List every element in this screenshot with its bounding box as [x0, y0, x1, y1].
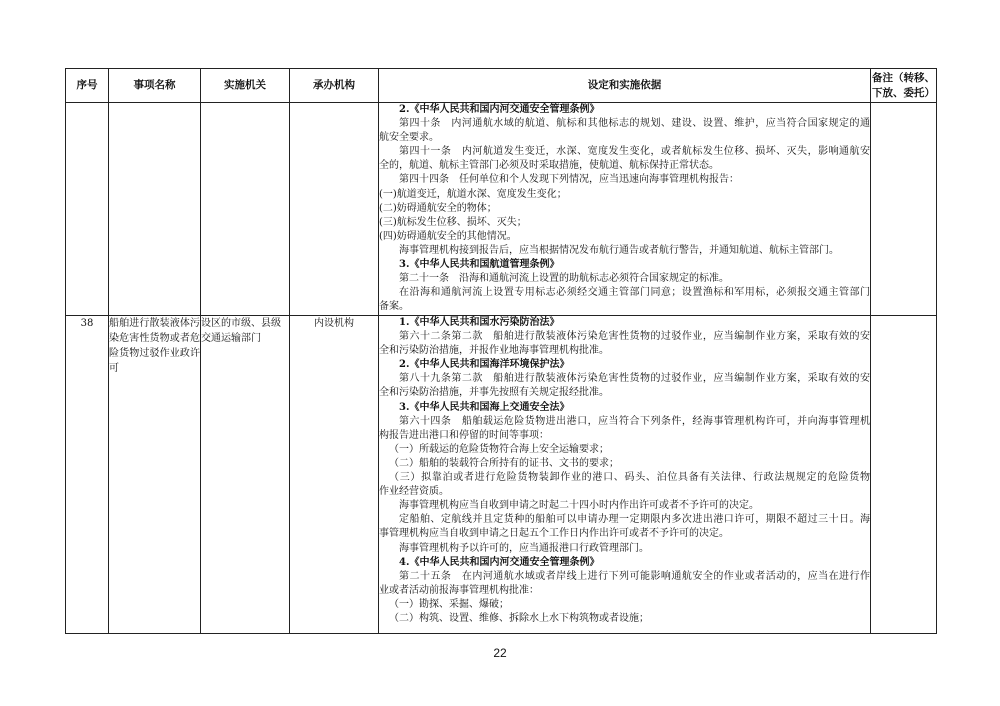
basis-line: 3.《中华人民共和国航道管理条例》 [399, 259, 560, 271]
row2-remarks-cell [871, 316, 937, 634]
basis-line: 第六十四条 船舶载运危险货物进出港口，应当符合下列条件，经海事管理机构许可，并向海事管理机 [399, 415, 870, 427]
row2-authority-cell: 设区的市级、县级交通运输部门 [201, 316, 290, 634]
page-number: 22 [493, 646, 507, 660]
row1-basis-cell [379, 103, 871, 316]
row2-item-name-cell: 船舶进行散装液体污染危害性货物或者危险货物过驳作业政许可 [109, 316, 201, 634]
header-remarks-line1: 备注（转移、 [872, 71, 935, 84]
header-basis: 设定和实施依据 [379, 69, 871, 103]
basis-line: （二）构筑、设置、维修、拆除水上水下构筑物或者设施； [389, 612, 649, 624]
row1-no-cell [66, 103, 109, 316]
basis-line: 作业经营资质。 [379, 486, 449, 498]
row2-basis-cell [379, 316, 871, 634]
basis-line: （二）船舶的装载符合所持有的证书、文书的要求； [389, 457, 619, 469]
basis-line: 在沿海和通航河流上设置专用标志必须经交通主管部门同意；设置渔标和军用标，必须报交通主管部门 [399, 287, 870, 299]
basis-line: 第六十二条第二款 船舶进行散装液体污染危害性货物的过驳作业，应当编制作业方案，采取有效的安 [399, 331, 870, 343]
basis-line: 2.《中华人民共和国海洋环境保护法》 [399, 359, 570, 371]
basis-line: 4.《中华人民共和国内河交通安全管理条例》 [399, 556, 600, 568]
basis-line: 海事管理机构予以许可的，应当通报港口行政管理部门。 [399, 542, 649, 554]
row1-authority-cell [201, 103, 290, 316]
row1-department-cell [290, 103, 379, 316]
basis-line: 海事管理机构应当自收到申请之时起二十四小时内作出许可或者不予许可的决定。 [399, 500, 759, 512]
basis-line: 3.《中华人民共和国海上交通安全法》 [399, 401, 570, 413]
basis-line: （一）勘探、采掘、爆破； [389, 598, 509, 610]
basis-line: 第四十四条 任何单位和个人发现下列情况，应当迅速向海事管理机构报告： [399, 174, 739, 186]
basis-line: 1.《中华人民共和国水污染防治法》 [399, 317, 560, 328]
basis-line: 全和污染防治措施，并报作业地海事管理机构批准。 [379, 345, 609, 357]
basis-line: 第四十一条 内河航道发生变迁，水深、宽度发生变化，或者航标发生位移、损坏、灭失，影响通航安 [399, 146, 870, 158]
row1-item-name-cell [109, 103, 201, 316]
row2-no-cell: 38 [66, 316, 109, 634]
basis-line: 全的，航道、航标主管部门必须及时采取措施，使航道、航标保持正常状态。 [379, 160, 719, 172]
basis-line: (三)航标发生位移、损坏、灭失； [379, 216, 527, 228]
row2-department-cell: 内设机构 [290, 316, 379, 634]
basis-line: 2.《中华人民共和国内河交通安全管理条例》 [399, 104, 600, 115]
basis-line: 全和污染防治措施，并事先按照有关规定报经批准。 [379, 387, 609, 399]
header-row [66, 69, 937, 103]
row1-remarks-cell [871, 103, 937, 316]
basis-line: (二)妨碍通航安全的物体； [379, 202, 497, 214]
basis-line: 事管理机构应当自收到申请之日起五个工作日内作出许可或者不予许可的决定。 [379, 528, 729, 540]
permit-table [65, 68, 937, 634]
basis-line: （三）拟靠泊或者进行危险货物装卸作业的港口、码头、泊位具备有关法律、行政法规规定的危险货物 [389, 472, 870, 484]
basis-line: 业或者活动前报海事管理机构批准： [379, 584, 539, 596]
header-no: 序号 [66, 69, 109, 103]
basis-line: 第二十一条 沿海和通航河流上设置的助航标志必须符合国家规定的标准。 [399, 273, 729, 285]
basis-line: 备案。 [379, 301, 409, 313]
basis-line: 定船舶、定航线并且定货种的船舶可以申请办理一定期限内多次进出港口许可，期限不超过三十日。海 [399, 514, 870, 526]
header-remarks [871, 69, 937, 103]
basis-line: 第八十九条第二款 船舶进行散装液体污染危害性货物的过驳作业，应当编制作业方案，采取有效的安 [399, 373, 870, 385]
basis-line: 第四十条 内河通航水域的航道、航标和其他标志的规划、建设、设置、维护，应当符合国家规定的通 [399, 118, 870, 130]
basis-line: 海事管理机构接到报告后，应当根据情况发布航行通告或者航行警告，并通知航道、航标主管部门。 [399, 244, 839, 256]
header-authority: 实施机关 [201, 69, 290, 103]
basis-line: 第二十五条 在内河通航水域或者岸线上进行下列可能影响通航安全的作业或者活动的，应当在进行作 [399, 570, 870, 582]
basis-line: 航安全要求。 [379, 132, 439, 144]
basis-line: (四)妨碍通航安全的其他情况。 [379, 230, 517, 242]
basis-line: （一）所载运的危险货物符合海上安全运输要求； [389, 443, 609, 455]
table-row [66, 103, 937, 316]
header-item-name: 事项名称 [109, 69, 201, 103]
basis-line: 构报告进出港口和停留的时间等事项： [379, 429, 549, 441]
header-department: 承办机构 [290, 69, 379, 103]
table-row [66, 316, 937, 634]
header-remarks-line2: 下放、委托） [872, 86, 935, 99]
basis-line: (一)航道变迁，航道水深、宽度发生变化； [379, 188, 567, 200]
